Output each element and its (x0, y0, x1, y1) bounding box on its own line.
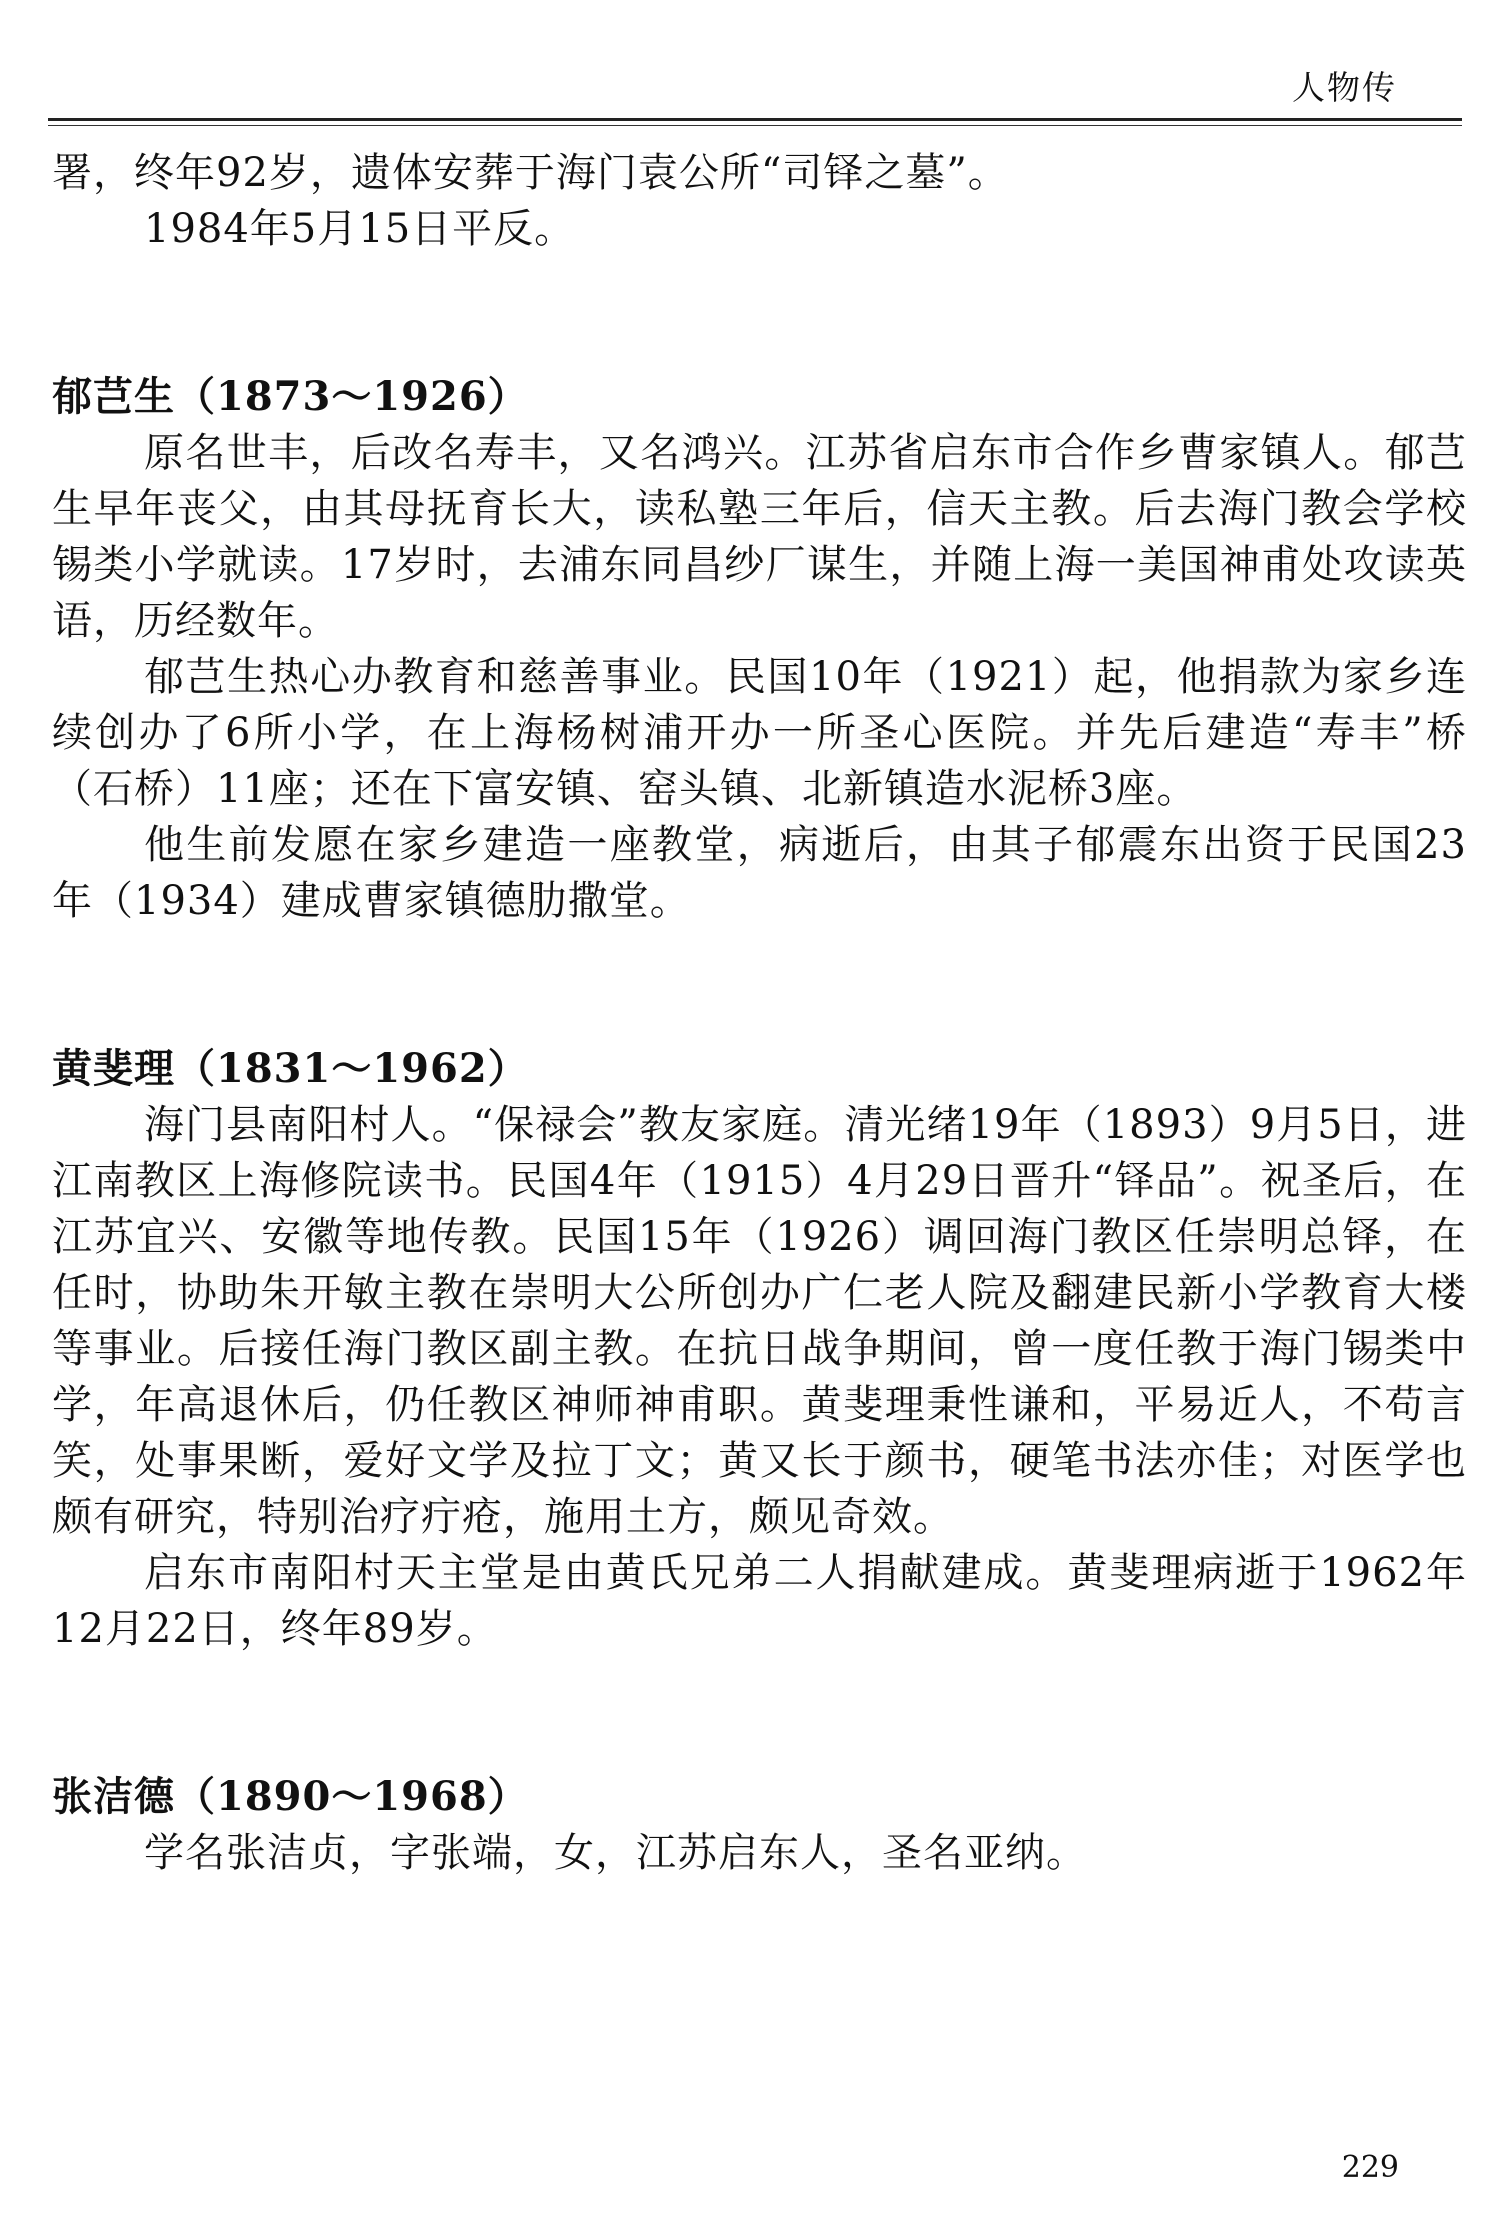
paragraph: 他生前发愿在家乡建造一座教堂，病逝后，由其子郁震东出资于民国23年（1934）建成曹家镇德肋撒堂。 (52, 822, 1467, 924)
page-content (52, 145, 1467, 1881)
section-gap (52, 929, 1467, 1041)
paragraph: 1984年5月15日平反。 (144, 206, 576, 252)
header-rule-thick (48, 118, 1462, 121)
paragraph: 原名世丰，后改名寿丰，又名鸿兴。江苏省启东市合作乡曹家镇人。郁芑生早年丧父，由其母抚育长大，读私塾三年后，信天主教。后去海门教会学校锡类小学就读。17岁时，去浦东同昌纱厂谋生，并随上海一美国神甫处攻读英语，历经数年。 (52, 430, 1467, 644)
section-gap (52, 257, 1467, 369)
header-rule-thin (48, 125, 1462, 126)
biography-zhang-jiede (52, 1769, 1467, 1881)
paragraph: 学名张洁贞，字张端，女，江苏启东人，圣名亚纳。 (144, 1830, 1087, 1876)
biography-yu-qisheng (52, 369, 1467, 929)
paragraph: 郁芑生热心办教育和慈善事业。民国10年（1921）起，他捐款为家乡连续创办了6所小学，在上海杨树浦开办一所圣心医院。并先后建造“寿丰”桥（石桥）11座；还在下富安镇、窑头镇、北新镇造水泥桥3座。 (52, 654, 1467, 812)
continuation-section (52, 145, 1467, 257)
paragraph: 启东市南阳村天主堂是由黄氏兄弟二人捐献建成。黄斐理病逝于1962年12月22日，终年89岁。 (52, 1550, 1467, 1652)
page-number: 229 (1341, 2150, 1399, 2185)
paragraph: 海门县南阳村人。“保禄会”教友家庭。清光绪19年（1893）9月5日，进江南教区上海修院读书。民国4年（1915）4月29日晋升“铎品”。祝圣后，在江苏宜兴、安徽等地传教。民国15年（1926）调回海门教区任崇明总铎，在任时，协助朱开敏主教在崇明大公所创办广仁老人院及翻建民新小学教育大楼等事业。后接任海门教区副主教。在抗日战争期间，曾一度任教于海门锡类中学，年高退休后，仍任教区神师神甫职。黄斐理秉性谦和，平易近人，不苟言笑，处事果断，爱好文学及拉丁文；黄又长于颜书，硬笔书法亦佳；对医学也颇有研究，特别治疗疔疮，施用土方，颇见奇效。 (52, 1102, 1467, 1540)
biography-huang-feili (52, 1041, 1467, 1657)
biography-heading: 张洁德（1890～1968） (52, 1773, 529, 1820)
paragraph: 署，终年92岁，遗体安葬于海门袁公所“司铎之墓”。 (52, 150, 1009, 196)
section-gap (52, 1657, 1467, 1769)
running-header-title: 人物传 (1292, 68, 1397, 107)
biography-heading: 郁芑生（1873～1926） (52, 373, 529, 420)
biography-heading: 黄斐理（1831～1962） (52, 1045, 529, 1092)
